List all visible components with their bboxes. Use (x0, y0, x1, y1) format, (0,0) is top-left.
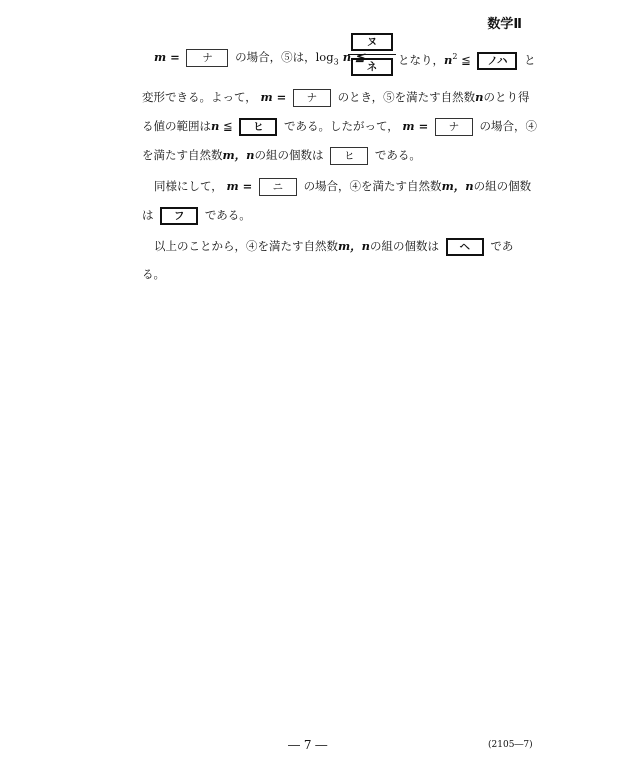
answer-box-noha[interactable]: ノハ (477, 52, 517, 70)
subject-header: 数学Ⅱ (487, 17, 522, 32)
m-equals: m = (226, 179, 253, 193)
text-line7-c: であ (490, 239, 514, 253)
line-2 (142, 87, 529, 107)
text-line7-b: の組の個数は (370, 239, 440, 253)
answer-box-na[interactable]: ナ (186, 49, 228, 67)
answer-box-nu[interactable]: ヌ (351, 33, 393, 51)
text-line5-a: 同様にして， (154, 179, 223, 193)
text-line1-a: の場合，⑤は，log (235, 50, 334, 64)
vars-m-n: m，n (338, 239, 371, 253)
line-7 (154, 236, 513, 256)
answer-box-hi[interactable]: ヒ (330, 147, 368, 165)
var-n: n (475, 90, 484, 104)
vars-m-n: m，n (222, 148, 255, 162)
m-equals: m = (402, 119, 429, 133)
line-3 (142, 116, 537, 136)
n-le: n ≦ (338, 50, 365, 64)
m-equals: m = (260, 90, 287, 104)
text-line1-b: となり， (398, 52, 444, 67)
le-sign: ≦ (457, 52, 471, 67)
text-line1-c: と (524, 52, 536, 67)
text-line5-b: の場合，④を満たす自然数 (303, 179, 442, 193)
text-line6-b: である。 (204, 208, 251, 222)
answer-box-hi[interactable]: ヒ (239, 118, 277, 136)
answer-box-na[interactable]: ナ (435, 118, 473, 136)
line-1 (154, 47, 365, 72)
le-sign: ≦ (219, 119, 233, 133)
n-squared: n (444, 52, 453, 67)
text-line3-c: の場合，④ (479, 119, 538, 133)
text-line4-a: を満たす自然数 (142, 148, 223, 162)
text-line8: る。 (142, 267, 165, 281)
text-line4-c: である。 (374, 148, 421, 162)
answer-box-na[interactable]: ナ (293, 89, 331, 107)
text-line2-a: 変形できる。よって， (142, 90, 257, 104)
log-base: 3 (333, 57, 339, 67)
text-line3-a: る値の範囲は (142, 119, 211, 133)
line-1-right (398, 47, 536, 70)
vars-m-n: m，n (441, 179, 474, 193)
page-number: ― 7 ― (288, 738, 328, 752)
line-5 (154, 176, 531, 196)
text-line7-a: 以上のことから，④を満たす自然数 (154, 239, 338, 253)
answer-box-ni[interactable]: ニ (259, 178, 297, 196)
text-line6-a: は (142, 208, 154, 222)
line-4 (142, 145, 421, 165)
answer-box-ne[interactable]: ネ (351, 58, 393, 76)
text-line2-b: のとき，⑤を満たす自然数 (337, 90, 476, 104)
page-code: (2105―7) (488, 740, 533, 750)
text-line5-c: の組の個数 (473, 179, 532, 193)
answer-box-he[interactable]: ヘ (446, 238, 484, 256)
line-6 (142, 205, 251, 225)
m-equals: m = (154, 50, 180, 64)
line-8 (142, 264, 165, 284)
answer-box-fu[interactable]: フ (160, 207, 198, 225)
text-line4-b: の組の個数は (254, 148, 324, 162)
text-line3-b: である。したがって， (283, 119, 399, 133)
exponent-2: 2 (452, 52, 458, 61)
text-line2-c: のとり得 (483, 90, 530, 104)
var-n: n (211, 119, 220, 133)
